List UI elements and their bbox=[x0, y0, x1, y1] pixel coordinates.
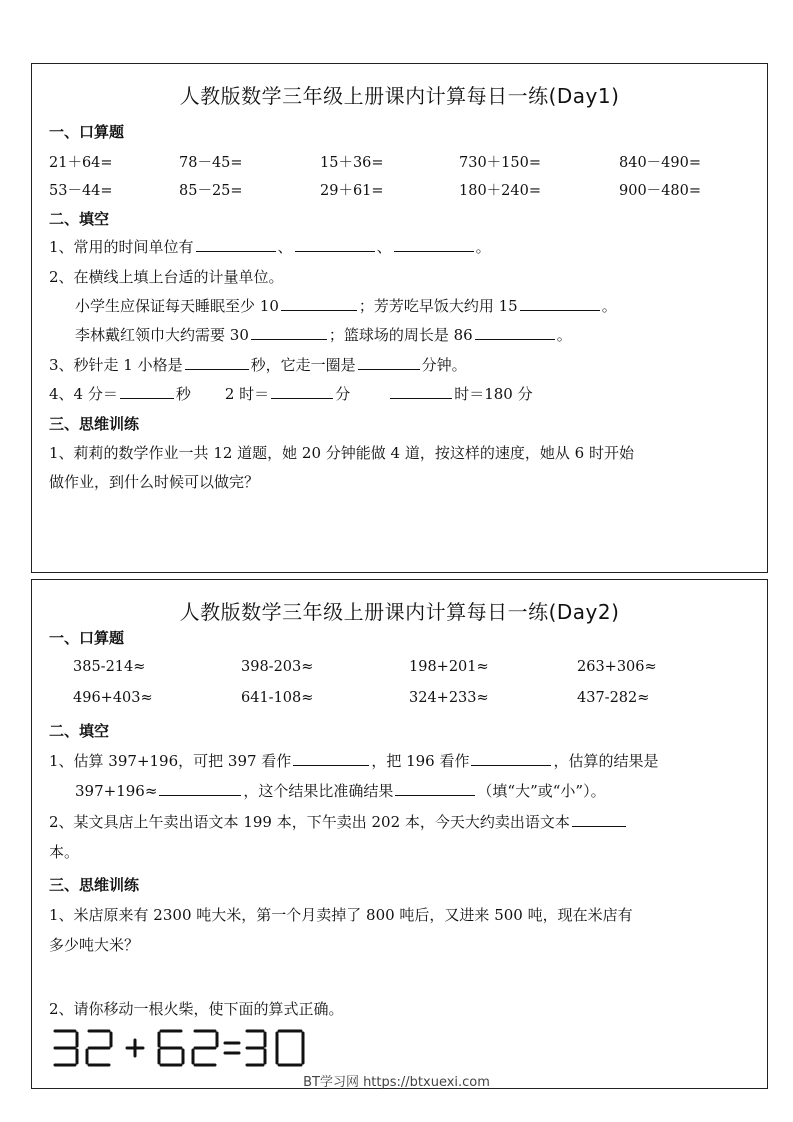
day2-section-fill-blank: 二、填空 bbox=[49, 722, 110, 740]
day2-thinking-1-line1: 1、米店原来有 2300 吨大米，第一个月卖掉了 800 吨后，又进来 500 吨，现在米店有 bbox=[49, 906, 633, 924]
day1-calc-item: 21＋64= bbox=[49, 155, 113, 171]
day1-question-2: 2、在横线上填上台适的计量单位。 bbox=[49, 268, 284, 286]
day1-calc-item: 78－45= bbox=[179, 155, 243, 171]
day2-question-1-line2: 397+196≈ ，这个结果比准确结果 （填“大”或“小”）。 bbox=[75, 782, 606, 800]
day1-worksheet bbox=[31, 63, 768, 573]
day2-calc-item: 496+403≈ bbox=[73, 690, 153, 706]
answer-blank[interactable] bbox=[196, 238, 276, 252]
day1-question-4: 4、4 分＝ 秒 2 时＝ 分 时＝180 分 bbox=[49, 385, 533, 403]
page-footer: BT学习网 https://btxuexi.com bbox=[303, 1075, 490, 1090]
day2-calc-item: 385-214≈ bbox=[73, 659, 146, 675]
answer-blank[interactable] bbox=[394, 238, 474, 252]
day1-question-1: 1、常用的时间单位有 、 、 。 bbox=[49, 238, 491, 256]
day1-section-thinking: 三、思维训练 bbox=[49, 415, 140, 433]
answer-blank[interactable] bbox=[281, 297, 357, 311]
answer-blank[interactable] bbox=[395, 782, 475, 796]
day1-question-2-line2: 李林戴红领巾大约需要 30 ；篮球场的周长是 86 。 bbox=[75, 326, 572, 344]
day2-worksheet bbox=[31, 579, 768, 1089]
day1-calc-item: 53－44= bbox=[49, 183, 113, 199]
day2-thinking-2: 2、请你移动一根火柴，使下面的算式正确。 bbox=[49, 1000, 344, 1018]
answer-blank[interactable] bbox=[120, 385, 174, 399]
day2-calc-item: 398-203≈ bbox=[241, 659, 314, 675]
matchstick-equation bbox=[49, 1028, 311, 1074]
day1-calc-item: 85－25= bbox=[179, 183, 243, 199]
day2-title: 人教版数学三年级上册课内计算每日一练(Day2) bbox=[179, 600, 620, 624]
day2-calc-item: 198+201≈ bbox=[409, 659, 489, 675]
day1-calc-item: 840－490= bbox=[619, 155, 702, 171]
day1-thinking-1-line2: 做作业，到什么时候可以做完？ bbox=[49, 473, 260, 491]
day2-calc-item: 324+233≈ bbox=[409, 690, 489, 706]
answer-blank[interactable] bbox=[475, 326, 555, 340]
day2-section-oral-calc: 一、口算题 bbox=[49, 629, 125, 647]
day2-question-1-line1: 1、估算 397+196，可把 397 看作 ，把 196 看作 ，估算的结果是 bbox=[49, 752, 659, 770]
day2-calc-item: 437-282≈ bbox=[577, 690, 650, 706]
day2-section-thinking: 三、思维训练 bbox=[49, 876, 140, 894]
day1-section-fill-blank: 二、填空 bbox=[49, 210, 110, 228]
day1-question-2-line1: 小学生应保证每天睡眠至少 10 ；芳芳吃早饭大约用 15 。 bbox=[75, 297, 617, 315]
day2-calc-item: 641-108≈ bbox=[241, 690, 314, 706]
day2-question-2-line1: 2、某文具店上午卖出语文本 199 本，下午卖出 202 本，今天大约卖出语文本 bbox=[49, 811, 628, 832]
day1-calc-item: 29＋61= bbox=[320, 183, 384, 199]
day2-thinking-1-line2: 多少吨大米？ bbox=[49, 936, 140, 954]
day1-calc-item: 180＋240= bbox=[459, 183, 542, 199]
answer-blank[interactable] bbox=[185, 356, 249, 370]
day1-question-3: 3、秒针走 1 小格是 秒，它走一圈是 分钟。 bbox=[49, 356, 467, 374]
day2-calc-item: 263+306≈ bbox=[577, 659, 657, 675]
answer-blank[interactable] bbox=[293, 752, 369, 766]
answer-blank[interactable] bbox=[358, 356, 420, 370]
day1-section-oral-calc: 一、口算题 bbox=[49, 123, 125, 141]
day1-calc-item: 15＋36= bbox=[320, 155, 384, 171]
answer-blank[interactable] bbox=[251, 326, 327, 340]
answer-blank[interactable] bbox=[520, 297, 600, 311]
answer-blank[interactable] bbox=[471, 752, 551, 766]
day1-calc-item: 900－480= bbox=[619, 183, 702, 199]
day1-title: 人教版数学三年级上册课内计算每日一练(Day1) bbox=[179, 84, 620, 108]
answer-blank[interactable] bbox=[295, 238, 375, 252]
day1-thinking-1-line1: 1、莉莉的数学作业一共 12 道题，她 20 分钟能做 4 道，按这样的速度，她从 6 时开始 bbox=[49, 444, 634, 462]
answer-blank[interactable] bbox=[390, 385, 452, 399]
day1-calc-item: 730＋150= bbox=[459, 155, 542, 171]
day2-question-2-line2: 本。 bbox=[49, 843, 80, 861]
answer-blank[interactable] bbox=[271, 385, 333, 399]
matchstick-equation-figure bbox=[49, 1028, 311, 1070]
answer-blank[interactable] bbox=[572, 813, 626, 827]
answer-blank[interactable] bbox=[159, 782, 241, 796]
